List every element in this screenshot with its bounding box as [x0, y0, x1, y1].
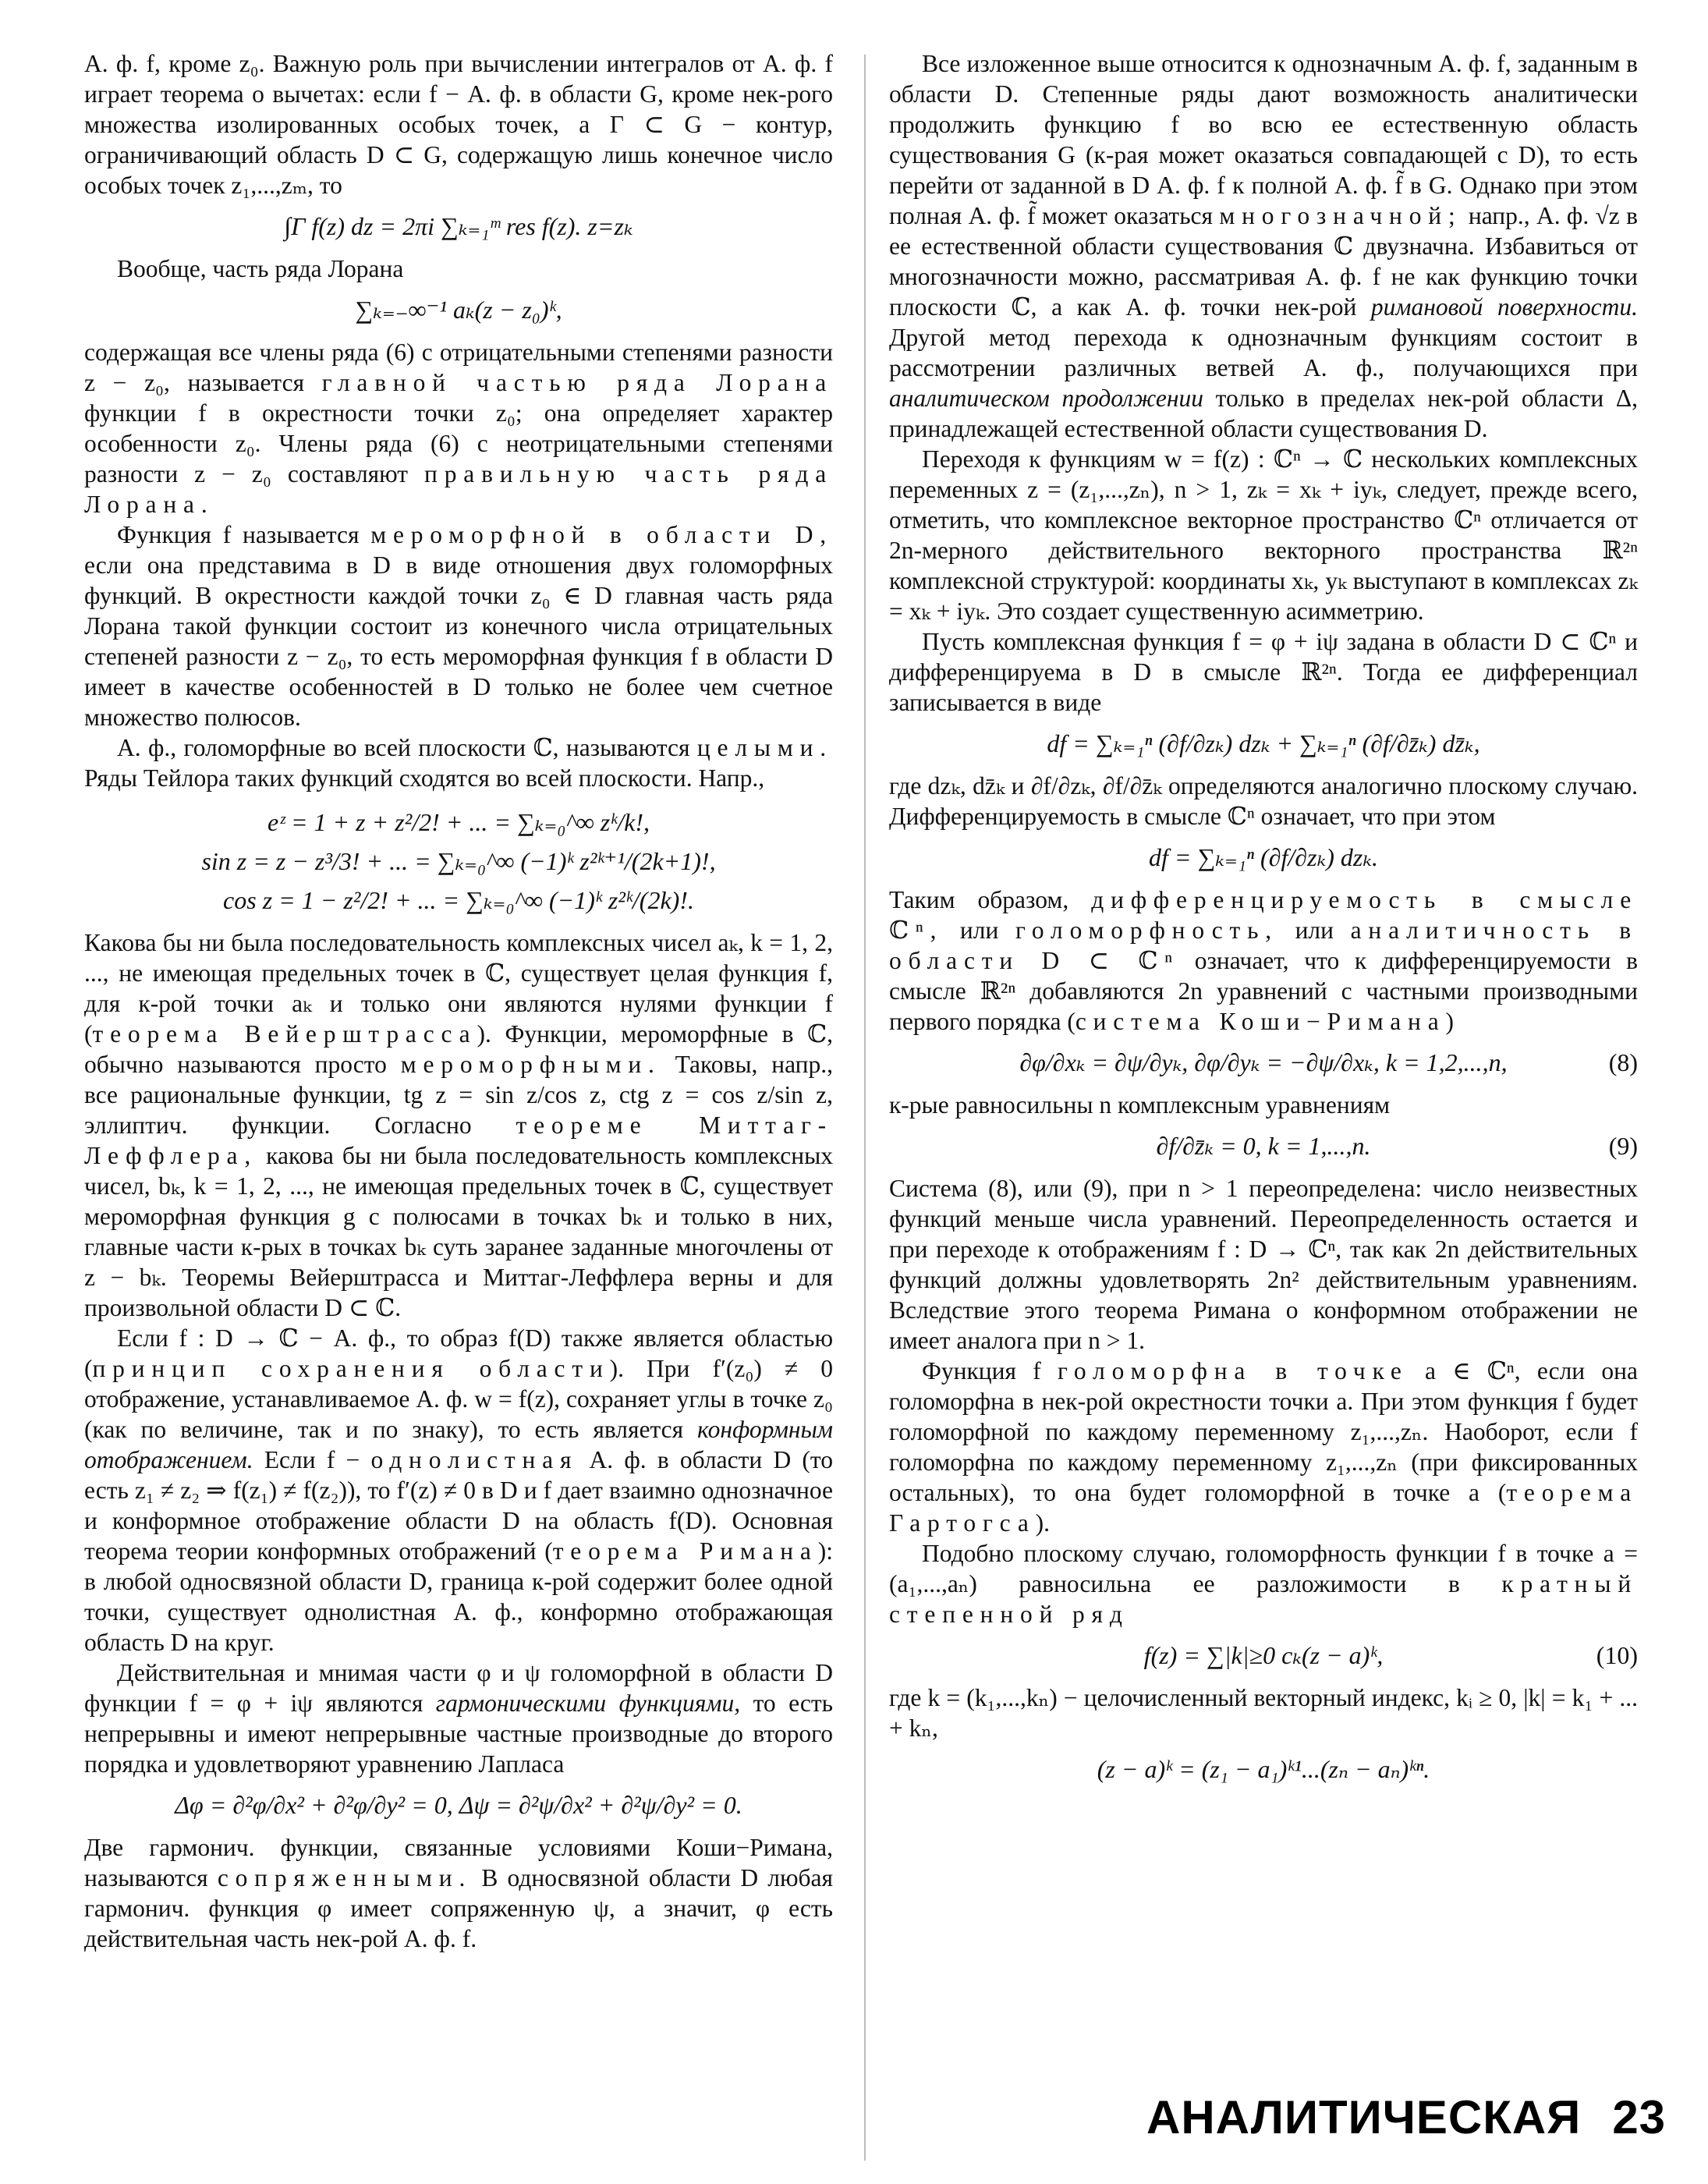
page-number: 23 — [1612, 2091, 1667, 2143]
term: голоморфна в точке — [1057, 1357, 1409, 1384]
term: дифференцируемость в смысле ℂⁿ, — [889, 886, 1639, 944]
paragraph: Переходя к функциям w = f(z) : ℂⁿ → ℂ нескольких комплексных переменных z = (z₁,...,zₙ), n > 1, zₖ = xₖ + iyₖ, следует, прежде всего, отметить, что комплексное векторное пространство ℂⁿ отличается от 2n-мерного действительного векторного пространства ℝ²ⁿ комплексной структурой: координаты xₖ, yₖ выступают в комплексах zₖ = xₖ + iyₖ. Это создает существенную асимметрию. — [889, 445, 1638, 625]
term: принцип сохранения области — [92, 1355, 610, 1382]
term: однолистная — [370, 1446, 579, 1473]
equation-number: (9) — [1608, 1132, 1638, 1160]
paragraph: Две гармонич. функции, связанные условиями Коши−Римана, называются сопряженными. В односвязной области D любая гармонич. функция φ имеет сопряженную ψ, а значит, φ есть действительная часть нек-рой А. ф. f. — [84, 1834, 834, 1952]
term: правильную часть ряда Лорана. — [84, 460, 833, 518]
left-column — [84, 48, 833, 1954]
paragraph: А. ф. f, кроме z₀. Важную роль при вычислении интегралов от А. ф. f играет теорема о вычетах: если f − А. ф. в области G, кроме нек-рого множества изолированных особых точек, а Γ ⊂ G − контур, ограничивающий область D ⊂ G, содержащую лишь конечное число особых точек z₁,...,zₘ, то — [84, 50, 833, 199]
paragraph: Все изложенное выше относится к однозначным А. ф. f, заданным в области D. Степенные ряды дают возможность аналитически продолжить функцию f во всю ее естественную область существования G (к-рая может оказаться совпадающей с D), то есть перейти от заданной в D А. ф. f к полной А. ф. f̃ в G. Однако при этом полная А. ф. f̃ может оказаться многозначной; напр., А. ф. √z в ее естественной области существования ℂ двузначна. Избавиться от многозначности можно, рассматривая А. ф. f не как функцию точки плоскости ℂ, а как А. ф. точки нек-рой римановой поверхности. Другой метод перехода к однозначным функциям состоит в рассмотрении различных ветвей А. ф., получающихся при аналитическом продолжении только в пределах нек-рой области Δ, принадлежащей естественной области существования D. — [889, 50, 1638, 442]
paragraph: Какова бы ни была последовательность комплексных чисел aₖ, k = 1, 2, ..., не имеющая предельных точек в ℂ, существует целая функция f, для к-рой точки aₖ и только они являются нулями функции f (теорема Вейерштрасса). Функции, мероморфные в ℂ, обычно называются просто мероморфными. Таковы, напр., все рациональные функции, tg z = sin z/cos z, ctg z = cos z/sin z, эллиптич. функции. Согласно теореме Миттаг-Леффлера, какова бы ни была последовательность комплексных чисел, bₖ, k = 1, 2, ..., не имеющая предельных точек в ℂ, существует мероморфная функция g с полюсами в точках bₖ и только в них, главные части к-рых в точках bₖ суть заранее заданные многочлены от z − bₖ. Теоремы Вейерштрасса и Миттаг-Леффлера верны и для произвольной области D ⊂ ℂ. — [84, 929, 833, 1321]
term: мероморфной в области D, — [370, 521, 833, 548]
paragraph: Пусть комплексная функция f = φ + iψ задана в области D ⊂ ℂⁿ и дифференцируема в D в смысле ℝ²ⁿ. Тогда ее дифференциал записывается в виде — [889, 628, 1638, 716]
term: кратный степенной ряд — [889, 1570, 1638, 1628]
term: теорема Вейерштрасса — [92, 1020, 477, 1048]
paragraph: Действительная и мнимая части φ и ψ голоморфной в области D функции f = φ + iψ являются гармоническими функциями, то есть непрерывны и имеют непрерывные частные производные до второго порядка и удовлетворяют уравнению Лапласа — [84, 1659, 833, 1778]
paragraph: Функция f называется мероморфной в области D, если она представима в D в виде отношения двух голоморфных функций. В окрестности каждой точки z₀ ∈ D главная часть ряда Лорана такой функции состоит из конечного числа отрицательных степеней разности z − z₀, то есть мероморфная функция f в области D имеет в качестве особенностей в D только не более чем счетное множество полюсов. — [84, 521, 833, 731]
formula-holomorphic-differential: df = ∑ₖ₌₁ⁿ (∂f/∂zₖ) dzₖ. — [1148, 843, 1379, 871]
term: аналитическом продолжении — [889, 385, 1203, 412]
formula-power-series: f(z) = ∑|k|≥0 cₖ(z − a)ᵏ, (10) — [889, 1637, 1638, 1673]
formula-multi-power: (z − a)ᵏ = (z₁ − a₁)ᵏ¹...(zₙ − aₙ)ᵏⁿ. — [1097, 1755, 1430, 1783]
running-footer — [1146, 2090, 1666, 2145]
formula-exp: eᶻ = 1 + z + z²/2! + ... = ∑ₖ₌₀^∞ zᵏ/k!, — [268, 808, 650, 836]
paragraph: Таким образом, дифференцируемость в смысле ℂⁿ, или голоморфность, или аналитичность в области D ⊂ ℂⁿ означает, что к дифференцируемости в смысле ℝ²ⁿ добавляются 2n уравнений с частными производными первого порядка (система Коши−Римана) — [889, 886, 1639, 1035]
term: сопряженными. — [217, 1864, 473, 1892]
term: главной частью ряда Лорана — [321, 369, 833, 396]
footer-title: АНАЛИТИЧЕСКАЯ — [1146, 2091, 1582, 2143]
paragraph: где k = (k₁,...,kₙ) − целочисленный векторный индекс, kᵢ ≥ 0, |k| = k₁ + ... + kₙ, — [889, 1684, 1638, 1742]
term: теореме Миттаг-Леффлера, — [84, 1112, 833, 1169]
term: римановой поверхности. — [1370, 293, 1638, 321]
term: аналитичность в области D ⊂ ℂⁿ — [889, 916, 1638, 974]
paragraph: А. ф., голоморфные во всей плоскости ℂ, называются целыми. Ряды Тейлора таких функций сходятся во всей плоскости. Напр., — [84, 734, 833, 792]
term: гармоническими функциями, — [435, 1689, 741, 1717]
term: конформным отображением. — [84, 1416, 833, 1473]
formula-laurent-principal: ∑ₖ₌₋∞⁻¹ aₖ(z − z₀)ᵏ, — [355, 296, 562, 324]
paragraph: Подобно плоскому случаю, голоморфность функции f в точке a = (a₁,...,aₙ) равносильна ее разложимости в кратный степенной ряд — [889, 1540, 1638, 1628]
formula-cos: cos z = 1 − z²/2! + ... = ∑ₖ₌₀^∞ (−1)ᵏ z²ᵏ/(2k)!. — [223, 886, 694, 914]
formula-differential: df = ∑ₖ₌₁ⁿ (∂f/∂zₖ) dzₖ + ∑ₖ₌₁ⁿ (∂f/∂z̄ₖ) dz̄ₖ, — [1047, 729, 1480, 757]
paragraph: Функция f голоморфна в точке a ∈ ℂⁿ, если она голоморфна в нек-рой окрестности точки a. При этом функция f будет голоморфной по каждому переменному z₁,...,zₙ. Наоборот, если f голоморфна по каждому переменному z₁,...,zₙ (при фиксированных остальных), то она будет голоморфной в точке a (теорема Гартогса). — [889, 1357, 1638, 1537]
term: голоморфность, — [1015, 916, 1278, 944]
term: система Коши−Римана — [1075, 1008, 1446, 1035]
term: целыми. — [696, 734, 833, 761]
formula-cauchy-riemann: ∂φ/∂xₖ = ∂ψ/∂yₖ, ∂φ/∂yₖ = −∂ψ/∂xₖ, k = 1,2,...,n, (8) — [889, 1044, 1638, 1080]
paragraph: Если f : D → ℂ − А. ф., то образ f(D) также является областью (принцип сохранения области). При f′(z₀) ≠ 0 отображение, устанавливаемое А. ф. w = f(z), сохраняет углы в точке z₀ (как по величине, так и по знаку), то есть является конформным отображением. Если f − однолистная А. ф. в области D (то есть z₁ ≠ z₂ ⇒ f(z₁) ≠ f(z₂)), то f′(z) ≠ 0 в D и f дает взаимно однозначное и конформное отображение области D на область f(D). Основная теорема теории конформных отображений (теорема Римана): в любой односвязной области D, граница к-рой содержит более одной точки, существует однолистная А. ф., конформно отображающая область D на круг. — [84, 1324, 833, 1656]
term: мероморфными. — [400, 1051, 661, 1078]
equation-number: (10) — [1596, 1641, 1638, 1669]
formula-complex-equations: ∂f/∂z̄ₖ = 0, k = 1,...,n. (9) — [889, 1128, 1638, 1164]
paragraph: к-рые равносильны n комплексным уравнениям — [889, 1091, 1391, 1119]
paragraph: Система (8), или (9), при n > 1 переопределена: число неизвестных функций меньше числа уравнений. Переопределенность остается и при переходе к отображениям f : D → ℂⁿ, так как 2n действительных функций должны удовлетворять 2n² действительным уравнениям. Вследствие этого теорема Римана о конформном отображении не имеет аналога при n > 1. — [889, 1175, 1638, 1354]
formula-sin: sin z = z − z³/3! + ... = ∑ₖ₌₀^∞ (−1)ᵏ z²ᵏ⁺¹/(2k+1)!, — [201, 847, 716, 875]
term: теорема Римана — [552, 1537, 818, 1565]
formula-laplace: Δφ = ∂²φ/∂x² + ∂²φ/∂y² = 0, Δψ = ∂²ψ/∂x² + ∂²ψ/∂y² = 0. — [175, 1791, 742, 1819]
term: теорема Гартогса — [889, 1479, 1638, 1537]
right-column — [889, 48, 1638, 1796]
paragraph: содержащая все члены ряда (6) с отрицательными степенями разности z − z₀, называется главной частью ряда Лорана функции f в окрестности точки z₀; она определяет характер особенности z₀. Члены ряда (6) с неотрицательными степенями разности z − z₀ составляют правильную часть ряда Лорана. — [84, 339, 833, 518]
equation-number: (8) — [1608, 1048, 1638, 1076]
paragraph: Вообще, часть ряда Лорана — [117, 255, 404, 282]
term: многозначной; — [1219, 202, 1462, 229]
column-divider — [864, 55, 866, 2161]
formula-residue: ∫Γ f(z) dz = 2πi ∑ₖ₌₁ᵐ res f(z). z=zₖ — [284, 212, 633, 240]
paragraph: где dzₖ, dz̄ₖ и ∂f/∂zₖ, ∂f/∂z̄ₖ определяются аналогично плоскому случаю. Дифференцируемость в смысле ℂⁿ означает, что при этом — [889, 772, 1638, 830]
